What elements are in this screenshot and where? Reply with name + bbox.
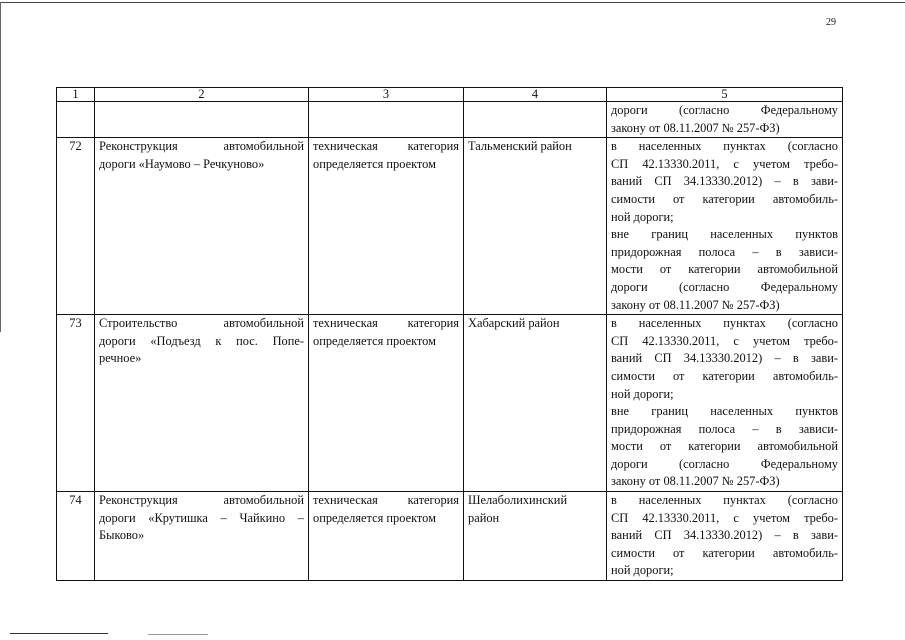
category-line: определяется проектом bbox=[313, 156, 436, 171]
zone-line: в населенных пунктах (согласно bbox=[611, 493, 838, 508]
zone-line: ваний СП 34.13330.2012) – в зави- bbox=[611, 174, 838, 189]
zone-line: закону от 08.11.2007 № 257-ФЗ) bbox=[611, 297, 780, 312]
footnote-rule bbox=[10, 633, 108, 634]
object-line: речное» bbox=[99, 351, 142, 366]
district-line: Тальменский район bbox=[468, 139, 572, 154]
object-cell bbox=[95, 315, 309, 492]
zone-line: СП 42.13330.2011, с учетом требо- bbox=[611, 333, 838, 348]
row-number: 73 bbox=[57, 315, 95, 492]
zone-line: дороги (согласно Федеральному bbox=[611, 456, 838, 471]
table-row bbox=[57, 492, 843, 581]
header-col-3: 3 bbox=[309, 88, 464, 102]
table-row bbox=[57, 138, 843, 315]
zone-line: СП 42.13330.2011, с учетом требо- bbox=[611, 510, 838, 525]
object-line: дороги «Наумово – Речкуново» bbox=[99, 156, 265, 171]
zone-line: придорожная полоса – в зависи- bbox=[611, 244, 838, 259]
district-cell bbox=[464, 315, 607, 492]
zone-line: вне границ населенных пунктов bbox=[611, 404, 838, 419]
object-line: Быково» bbox=[99, 528, 145, 543]
category-line: техническая категория bbox=[313, 316, 459, 331]
zone-line: дороги (согласно Федеральному bbox=[611, 279, 838, 294]
zone-line: СП 42.13330.2011, с учетом требо- bbox=[611, 156, 838, 171]
zone-line: вне границ населенных пунктов bbox=[611, 227, 838, 242]
zone-line: в населенных пунктах (согласно bbox=[611, 139, 838, 154]
zone-line: ной дороги; bbox=[611, 386, 674, 401]
district-line: Шелаболихинский bbox=[468, 493, 568, 508]
page-number: 29 bbox=[826, 17, 836, 28]
zone-line: симости от категории автомобиль- bbox=[611, 545, 838, 560]
left-border-line bbox=[0, 2, 1, 332]
object-line: дороги «Крутишка – Чайкино – bbox=[99, 510, 304, 525]
zone-line: придорожная полоса – в зависи- bbox=[611, 421, 838, 436]
continuation-district-cell bbox=[464, 102, 607, 138]
zone-line: закону от 08.11.2007 № 257-ФЗ) bbox=[611, 474, 780, 489]
document-table bbox=[56, 87, 843, 581]
table-row bbox=[57, 315, 843, 492]
zone-cell bbox=[607, 138, 843, 315]
category-line: определяется проектом bbox=[313, 333, 436, 348]
district-cell bbox=[464, 492, 607, 581]
zone-line: мости от категории автомобильной bbox=[611, 262, 838, 277]
object-cell bbox=[95, 138, 309, 315]
continuation-row bbox=[57, 102, 843, 138]
category-line: определяется проектом bbox=[313, 510, 436, 525]
footnote-rule-faint bbox=[148, 634, 208, 635]
zone-cell bbox=[607, 492, 843, 581]
district-line: район bbox=[468, 510, 500, 525]
header-col-4: 4 bbox=[464, 88, 607, 102]
category-line: техническая категория bbox=[313, 493, 459, 508]
header-row bbox=[57, 88, 843, 102]
zone-line: ной дороги; bbox=[611, 209, 674, 224]
zone-line: ной дороги; bbox=[611, 563, 674, 578]
zone-line: ваний СП 34.13330.2012) – в зави- bbox=[611, 351, 838, 366]
category-line: техническая категория bbox=[313, 139, 459, 154]
object-line: Строительство автомобильной bbox=[99, 316, 304, 331]
zone-line: симости от категории автомобиль- bbox=[611, 368, 838, 383]
zone-line: в населенных пунктах (согласно bbox=[611, 316, 838, 331]
top-border-line bbox=[0, 2, 905, 3]
category-cell bbox=[309, 138, 464, 315]
zone-line: дороги (согласно Федеральному bbox=[611, 103, 838, 117]
category-cell bbox=[309, 492, 464, 581]
zone-line: закону от 08.11.2007 № 257-ФЗ) bbox=[611, 120, 780, 135]
object-cell bbox=[95, 492, 309, 581]
continuation-category-cell bbox=[309, 102, 464, 138]
header-col-2: 2 bbox=[95, 88, 309, 102]
continuation-zone-cell bbox=[607, 102, 843, 138]
row-number: 72 bbox=[57, 138, 95, 315]
category-cell bbox=[309, 315, 464, 492]
zone-line: симости от категории автомобиль- bbox=[611, 191, 838, 206]
object-line: дороги «Подъезд к пос. Попе- bbox=[99, 333, 304, 348]
district-line: Хабарский район bbox=[468, 316, 560, 331]
object-line: Реконструкция автомобильной bbox=[99, 139, 304, 154]
header-col-1: 1 bbox=[57, 88, 95, 102]
row-number: 74 bbox=[57, 492, 95, 581]
district-cell bbox=[464, 138, 607, 315]
zone-line: ваний СП 34.13330.2012) – в зави- bbox=[611, 528, 838, 543]
object-line: Реконструкция автомобильной bbox=[99, 493, 304, 508]
zone-line: мости от категории автомобильной bbox=[611, 439, 838, 454]
continuation-object-cell bbox=[95, 102, 309, 138]
zone-cell bbox=[607, 315, 843, 492]
header-col-5: 5 bbox=[607, 88, 843, 102]
continuation-num-cell bbox=[57, 102, 95, 138]
